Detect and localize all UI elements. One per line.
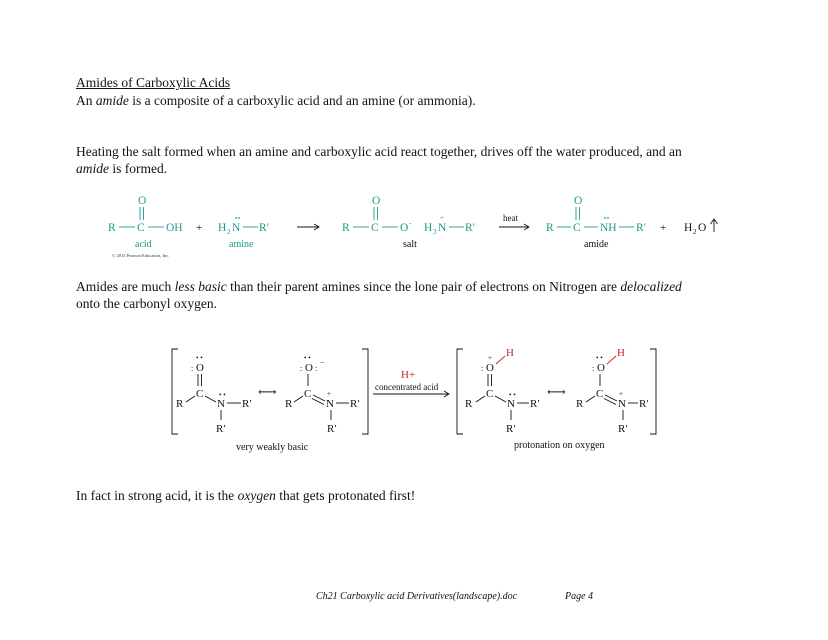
svg-text:R′: R′: [618, 423, 628, 435]
protonation-label: protonation on oxygen: [514, 440, 605, 451]
weak-base-label: very weakly basic: [236, 442, 309, 453]
svg-text::: :: [315, 364, 318, 373]
oxygen-em: oxygen: [237, 488, 276, 503]
svg-text:R: R: [285, 398, 293, 410]
svg-text:+: +: [619, 390, 623, 398]
protonation-scheme: [0, 340, 828, 460]
intro-em: amide: [95, 93, 129, 108]
svg-text:C: C: [137, 222, 145, 234]
svg-text:+: +: [327, 390, 331, 398]
svg-text:R: R: [176, 398, 184, 410]
salt-label: salt: [403, 239, 417, 250]
svg-text:C: C: [371, 222, 379, 234]
svg-text:R: R: [576, 398, 584, 410]
basicity-em1: less basic: [174, 279, 227, 294]
svg-text:H: H: [617, 347, 625, 359]
svg-text:R: R: [342, 222, 350, 234]
svg-text:−: −: [320, 358, 325, 367]
svg-text:3: 3: [433, 228, 437, 236]
document-title: Amides of Carboxylic Acids: [76, 75, 231, 90]
svg-text:• •: • •: [509, 391, 516, 399]
svg-text:R: R: [546, 222, 554, 234]
svg-text:• •: • •: [196, 354, 203, 362]
svg-text::: :: [481, 364, 484, 373]
svg-text:C: C: [573, 222, 581, 234]
svg-text:• •: • •: [304, 354, 311, 362]
protonated-resonance-1: [465, 347, 540, 435]
svg-text:N: N: [507, 398, 515, 410]
footer-filename: Ch21 Carboxylic acid Derivatives(landscape).doc: [316, 591, 518, 602]
svg-text:R′: R′: [350, 398, 360, 410]
amine-structure: [218, 217, 269, 236]
acid-label: acid: [135, 239, 152, 250]
paragraph-basicity: [76, 278, 756, 312]
svg-text:N: N: [326, 398, 334, 410]
resonance-arrow-1: ⟷: [258, 384, 277, 399]
svg-text:N: N: [217, 398, 225, 410]
svg-text:NH: NH: [600, 222, 617, 234]
paragraph-heating-line1: Heating the salt formed when an amine and carboxylic acid react together, drives off the water produced, and an: [76, 144, 682, 159]
heat-label: heat: [503, 213, 518, 223]
svg-text:2: 2: [693, 228, 697, 236]
svg-text:O: O: [305, 362, 313, 374]
paragraph-heating: [76, 143, 756, 177]
svg-text:O: O: [698, 222, 707, 234]
protonated-resonance-2: [576, 347, 649, 435]
svg-text:2: 2: [227, 228, 231, 236]
svg-text:OH: OH: [166, 222, 183, 234]
svg-text:H: H: [684, 222, 693, 234]
paragraph-oxygen: [76, 487, 415, 504]
amide-label: amide: [584, 239, 609, 250]
svg-text:R′: R′: [636, 222, 647, 234]
proton-label: H+: [401, 369, 416, 381]
svg-text:• •: • •: [219, 391, 226, 399]
amide-resonance-1: [176, 354, 252, 435]
svg-text:H: H: [218, 222, 227, 234]
svg-text:R′: R′: [242, 398, 252, 410]
amine-label: amine: [229, 239, 254, 250]
acid-structure: [108, 195, 183, 234]
basicity-mid: than their parent amines since the lone pair of electrons on Nitrogen are: [226, 279, 621, 294]
svg-text:R′: R′: [465, 222, 476, 234]
svg-text:N: N: [438, 222, 447, 234]
copyright-note: © 2013 Pearson Education, Inc.: [112, 253, 170, 258]
svg-text:R′: R′: [530, 398, 540, 410]
svg-text::: :: [592, 364, 595, 373]
footer-page: Page 4: [565, 591, 594, 602]
svg-text:O: O: [138, 195, 147, 207]
svg-text:R: R: [465, 398, 473, 410]
svg-text:O: O: [400, 222, 409, 234]
svg-text:R′: R′: [327, 423, 337, 435]
svg-text:• •: • •: [596, 354, 603, 362]
svg-text::: :: [300, 364, 303, 373]
salt-structure: [342, 195, 475, 236]
basicity-pre: Amides are much: [76, 279, 175, 294]
svg-text:C: C: [486, 388, 494, 400]
paragraph-heating-post: is formed.: [109, 161, 168, 176]
basicity-line2: onto the carbonyl oxygen.: [76, 296, 217, 311]
intro-post: is a composite of a carboxylic acid and an amine (or ammonia).: [128, 93, 476, 108]
svg-text:R′: R′: [639, 398, 649, 410]
reagent-label: concentrated acid: [375, 382, 439, 392]
intro-pre: An: [76, 93, 96, 108]
svg-text:+: +: [488, 354, 492, 362]
svg-text:O: O: [597, 362, 605, 374]
plus-sign: +: [196, 222, 203, 234]
svg-text:N: N: [232, 222, 241, 234]
paragraph-heating-em: amide: [76, 161, 109, 176]
water-structure: [684, 219, 718, 236]
svg-text:O: O: [196, 362, 204, 374]
svg-text:R′: R′: [259, 222, 270, 234]
svg-text:+: +: [440, 214, 444, 222]
intro-line: [76, 92, 476, 109]
svg-text:C: C: [196, 388, 204, 400]
svg-text:-: -: [409, 219, 412, 228]
amide-formation-scheme: [0, 185, 828, 265]
svg-text::: :: [191, 364, 194, 373]
oxygen-pre: In fact in strong acid, it is the: [76, 488, 238, 503]
basicity-em2: delocalized: [620, 279, 682, 294]
svg-text:R′: R′: [216, 423, 226, 435]
svg-text:C: C: [596, 388, 604, 400]
svg-text:H: H: [424, 222, 433, 234]
resonance-arrow-2: ⟷: [547, 384, 566, 399]
oxygen-post: that gets protonated first!: [275, 488, 416, 503]
svg-text:O: O: [372, 195, 381, 207]
amide-resonance-2: [285, 354, 360, 435]
svg-text:R′: R′: [506, 423, 516, 435]
svg-text:O: O: [486, 362, 494, 374]
svg-text:R: R: [108, 222, 116, 234]
svg-text:H: H: [506, 347, 514, 359]
amide-structure: [546, 195, 646, 234]
svg-text:O: O: [574, 195, 583, 207]
plus-sign-2: +: [660, 222, 667, 234]
svg-text:N: N: [618, 398, 626, 410]
svg-text:C: C: [304, 388, 312, 400]
